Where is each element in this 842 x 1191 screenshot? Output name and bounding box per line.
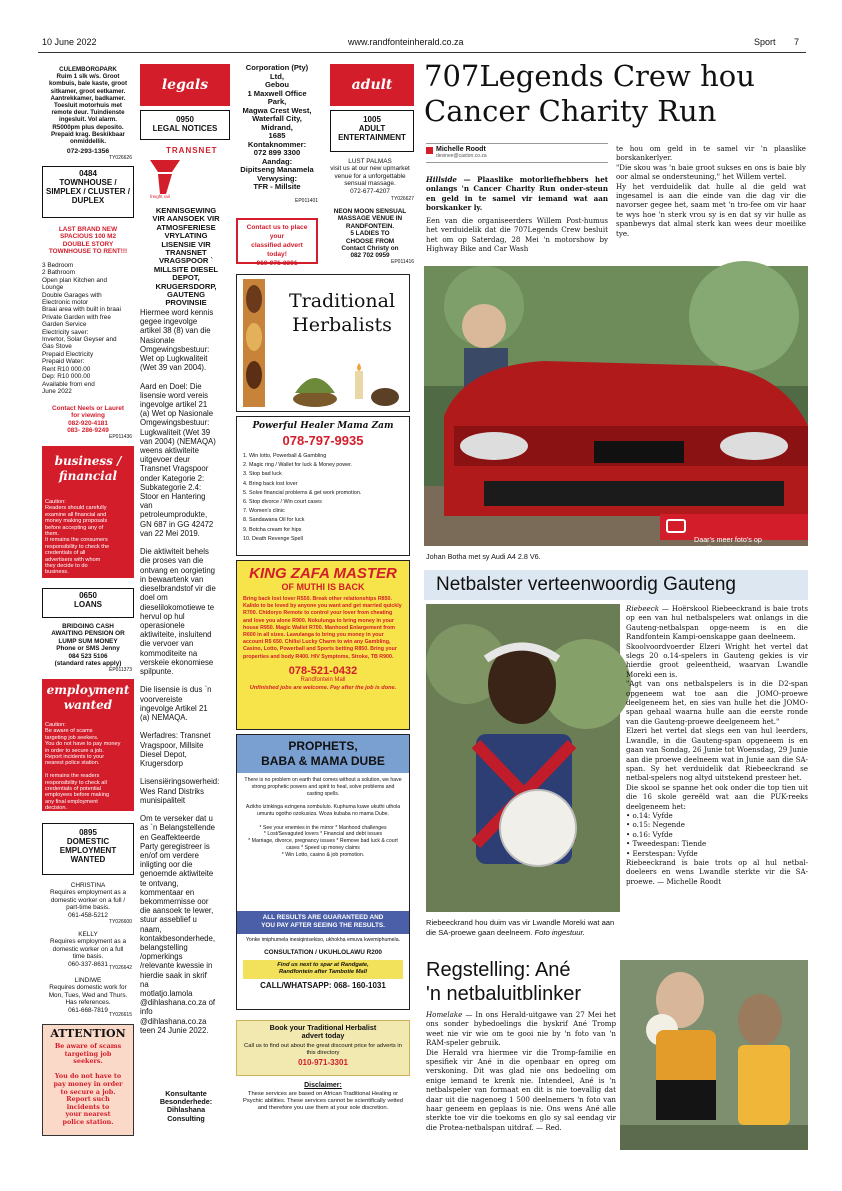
zafa-title: KING ZAFA MASTER: [249, 565, 397, 582]
story1-intro: [426, 175, 608, 215]
brand-new-headline: LAST BRAND NEW SPACIOUS 100 M2 DOUBLE STORY TOWNHOUSE TO RENT!!!: [48, 226, 128, 256]
story1-col2: te hou om geld in te samel vir 'n plaaslike borskankerlyer. "Die skou was 'n baie groot sukses en ons is baie bly oor almal se ondersteuning," het Willem vertel. Hy het verduidelik dat hulle al die geld wat ingesamel is aan die einde van die dag vir die navorser gegee het, saam met 'n tro-fee om vir haar te wys hoe 'n sterk vrou sy is en dat sy vir hulle as spanbewys dat almal sterk kan wees deur moeilike tye.: [616, 144, 806, 238]
mama-zam-item: 4. Bring back lost lover: [243, 480, 298, 487]
category-0484-header: 0484 TOWNHOUSE / SIMPLEX / CLUSTER / DUPLEX: [42, 166, 134, 218]
mama-zam-item: 7. Women's clinic: [243, 508, 285, 515]
culemborgpark-listing: CULEMBORGPARK Ruim 1 slk w/s. Groot kombuis, bale kaste, groot sitkamer, groot eetkamer. Aantrekkamer, badkamer. Toesluit motorhuis met remote deur. Tuindienste ingesluit. Vol alarm. R5000pm plus deposito. Prepaid krag. Beskikbaar onmiddellik.: [48, 66, 128, 146]
attention-title: ATTENTION: [50, 1027, 126, 1040]
business-financial-tab: business / financial: [42, 446, 134, 496]
mama-zam-phone[interactable]: 078-797-9935: [282, 433, 364, 448]
author-byline: [426, 143, 608, 163]
category-0650-header: 0650 LOANS: [42, 588, 134, 618]
zafa-phone[interactable]: 078-521-0432: [288, 664, 358, 677]
section-label: Sport: [754, 37, 776, 47]
herbal-masks-icon: [241, 279, 277, 409]
attention-text: Be aware of scams targeting job seekers. You do not have to pay money in order to secure a job. Report such incidents to your nearest police station.: [53, 1042, 123, 1126]
traditional-herbalists-banner: [236, 274, 410, 412]
mama-zam-item: 3. Stop bad luck: [243, 471, 282, 478]
byline-marker-icon: [426, 147, 433, 154]
netball-player-photo: [426, 604, 620, 912]
mama-zam-item: 1. Win lotto, Powerball & Gambling: [243, 453, 327, 459]
kelly-listing: KELLY Requires employment as a domestic worker on a full time basis. 060-337-8631: [49, 931, 126, 968]
header-rule: [38, 52, 806, 53]
attention-box: [42, 1024, 134, 1136]
herbalist-book-text: Call us to find out about the great discount price for adverts in this directory: [244, 1042, 402, 1056]
page-number: 7: [794, 37, 800, 47]
employment-wanted-tab: employment wanted: [42, 679, 134, 719]
zafa-subtitle: OF MUTHI IS BACK: [281, 582, 365, 592]
story3-place: Homelake: [426, 1010, 463, 1019]
prophets-title: PROPHETS, BABA & MAMA DUBE: [237, 735, 409, 773]
camera-icon: [666, 519, 686, 533]
mama-zam-item: 6. Stop divorce / Win court cases: [243, 499, 322, 506]
more-photos-badge[interactable]: [660, 514, 808, 553]
bridging-ref: EP011373: [109, 667, 132, 673]
story3-text: [426, 1010, 616, 1160]
issue-date: 10 June 2022: [42, 37, 97, 47]
christina-ref: TY026600: [108, 919, 132, 925]
disclaimer-text: These services are based on African Traditional Healing or Psychic abilities. These services cannot be scientifically vetted and therefore you use them at your sole discretion.: [242, 1091, 404, 1112]
contact-ref: EP011436: [109, 434, 132, 440]
business-caution: Caution: Readers should carefully examine all financial and money making proposals before accepting any of them. It remains the consumers responsibility to check the credentials of all advertisers with whom they decide to do business.: [42, 496, 134, 578]
herbalist-book-ad[interactable]: [236, 1020, 410, 1076]
prophets-find: Find us next to spar at Randgate, Randfontein after Tambotie Mall: [243, 960, 403, 979]
neon-moon-listing: NEON MOON SENSUAL MASSAGE VENUE IN RANDFONTEIN. 5 LADIES TO CHOOSE FROM Contact Christy on 082 702 0959: [333, 208, 407, 260]
lindiwe-ref: TY026615: [108, 1012, 132, 1018]
herbalist-book-title: Book your Traditional Herbalist advert today: [269, 1023, 377, 1041]
adult-tab: adult: [330, 64, 414, 106]
transnet-corp-address: Corporation (Pty) Ltd, Gebou 1 Maxwell Office Park, Magwa Crest West, Waterfall City, Midrand, 1685 Kontaknommer: 072 899 3300 Aandag: Dipitseng Manamela Verwysing: TFR - Millsite: [240, 63, 314, 191]
herbalist-book-phone: 010-971-3301: [298, 1057, 348, 1067]
category-1005-header: 1005 ADULT ENTERTAINMENT: [330, 110, 414, 152]
story1-headline: 707Legends Crew hou Cancer Charity Run: [424, 59, 755, 128]
transnet-wordmark: TRANSNET: [166, 146, 218, 155]
story2-caption-text: Riebeeckrand hou duim vas vir Lwandle Moreki wat aan die SA-proewe gaan deelneem.: [426, 918, 615, 937]
herbs-bowl-icon: [285, 353, 405, 409]
mama-zam-item: 8. Sandawana Oil for luck: [243, 517, 305, 524]
prophets-call[interactable]: CALL/WHATSAPP: 068- 160-1031: [260, 980, 386, 990]
neon-ref: EP011416: [391, 259, 414, 265]
contact-us-ad[interactable]: [236, 218, 318, 267]
story2-caption-credit: Foto ingestuur.: [534, 928, 585, 937]
listing-ref: TY026626: [108, 155, 132, 161]
viewing-contact: Contact Neels or Lauret for viewing 082-920-4181 083- 286-9249: [51, 405, 125, 435]
notice-body: Hiermee word kennis gegee ingevolge artikel 38 (8) van die Nasionale Omgewingsbestuur: Wet op Lugkwaliteit (Wet 39 van 2004). Aard en Doel: Die lisensie word vereis ingevolge artikel 21 (a) Wet op Nasionale Omgewingsbestuur: Lugkwaliteit (Wet 39 van 2004) (NEMAQA) weens aktiwiteite uitgevoer deur Transnet Vragspoor onder Kategorie 2: Subkategorie 2.4: Stoor en Hantering van petroleumprodukte, GN 687 in GG 42472 van 22 Mei 2019. Die aktiwiteit behels die proses van die ontvang en oorgieting in bewaartenk van dieselbrandstof vir die doel om dieselilokomotiewe te hervul op hul operasionele aktiwiteite, insluitend die vervoer van kommoditeite na verskeie ekonomiese spilpunte. Die lisensie is dus `n voorvereiste ingevolge Artikel 21 (a) NEMAQA. Werfadres: Transnet Vragspoor, Millsite Diesel Depot, Krugersdorp Lisensiëringsowerheid: Wes Rand Distriks munisipaliteit Om te verseker dat u as `n Belangstellende en Geaffekteerde Party geregistreer is en/of om verdere inligting oor die genoemde aktiwiteite te ontvang, kommentaar en bekommernisse oor die aansoek te lewer, stuur asseblief u naam, kontakbesonderhede, belangstelling /opmerkings /relevante kwessie in hierdie saak in skrif na motlatjo.lamola @dihlashana.co.za of info @dihlashana.co.za teen 24 Junie 2022.: [140, 308, 220, 1035]
more-photos-text: Daar's meer foto's op randfonteinherald.co.za: [694, 535, 770, 553]
lust-palmas-listing: LUST PALMAS visit us at our new upmarket venue for a unforgettable sensual massage. 072-677-4207: [330, 158, 410, 195]
story1-place: Hillside: [426, 175, 457, 184]
mama-zam-list: [243, 452, 403, 544]
story2-body: — Hoërskool Riebeeckrand is baie trots op een van hul netbalspelers wat onlangs in die Gauteng-netbalspan opge-neem is en die Randfontein Kampi-oenskappe gaan deelneem. Skoolvoordvoerder Elzeri Wright het vertel dat slegs 20 o.14-spelers in Gauteng gekies is vir hierdie groot geleentheid, waarvan Lwandle Moreki een is. "Agt van ons netbalspelers is in die D2-span opgeneem wat toe aan die JOMO-proewe deelgeneem het, en sies van hulle het die JOMO-span gehaal waarna hulle aan die eerste ronde van die Gauteng-proewe deelgeneem het." Elzeri het vertel dat slegs een van hul leerders, Lwandle, in die Gauteng-span opgeneem is en gaan van Sondag, 26 Junie tot Woensdag, 29 Junie aan die proewe deelneem wat in Junie aan die SA-span. Sy het verduidelik dat Riebeeckrand se netbal-spelers nog altyd uitstekend presteer het. Die skool se spanne het ook onder die top tien uit die 16 skole gereëld wat aan die PUK-reeks deelgeneem het: • o.14: Vyfde • o.15: Negende • o.16: Vyfde • Tweedespan: Tiende • Eerstespan: Vyfde Riebeeckrand is baie trots op al hul netbal-doeleers en wens Lwandle sterkte vir die SA-proewe. — Michelle Roodt: [626, 604, 808, 886]
king-zafa-ad: [236, 560, 410, 730]
listing-phone: 072-293-1356: [66, 148, 110, 155]
contact-us-text: Contact us to place your classified advert today! 010-971-3301: [246, 224, 308, 267]
freight-rail-label: freight rail: [150, 194, 170, 199]
author-name: Michelle Roodt: [436, 146, 486, 153]
zafa-location: Randfontein Mall: [300, 676, 346, 683]
prophets-ad: [236, 734, 410, 1010]
site-url[interactable]: www.randfonteinherald.co.za: [348, 37, 464, 47]
story1-intro-text: — Plaaslike motorliefhebbers het onlangs 'n Cancer Charity Run onder-steun en geld in te samel vir iemand wat aan borskanker ly.: [426, 175, 608, 213]
category-0895-header: 0895 DOMESTIC EMPLOYMENT WANTED: [42, 823, 134, 875]
audi-car-photo: [424, 266, 808, 546]
mama-zam-title: Powerful Healer Mama Zam: [252, 421, 394, 431]
employment-caution: Caution: Be aware of scams targeting job seekers. You do not have to pay money in order to secure a job. Report incidents to your nearest police station. It remains the readers responsibility to check all credentials of potential employees before making any final employment decision.: [42, 719, 134, 811]
mama-zam-item: 2. Magic ring / Wallet for luck & Money power.: [243, 462, 353, 469]
story2-text: [626, 604, 808, 952]
story3-photo: [620, 960, 808, 1150]
story3-body: — In ons Herald-uitgawe van 27 Mei het ons sonder bybedoelings die byskrif Ané Tromp weet nie vir wie om te gooi nie by 'n foto van 'n RAM-speler gebruik. Die Herald vra hiermee vir die Tromp-familie en spesifiek vir Ané in die openbaar en opreg om verskoning. Dit was glad nie ons bedoeling om enige iemand te krenk nie. Intendeel, Ané is 'n netbalspeler van formaat en dit is nie toevallig dat daar uit die nagenoeg 1 500 deelnemers 'n foto van haar geneem en geplaas is nie. Ons wens Ané alle sterkte toe vir die toekoms en glo sy sal eendag vir die Protea-netbalspan uitdraf. — Red.: [426, 1010, 616, 1132]
bridging-cash-listing: BRIDGING CASH AWAITING PENSION OR LUMP SUM MONEY Phone or SMS Jenny 084 523 5106 (standard rates apply): [51, 623, 125, 668]
consultant-details: Konsultante Besonderhede: Dihlashana Consulting: [159, 1089, 213, 1123]
herbalists-title: Traditional Herbalists: [288, 290, 396, 336]
disclaimer: [236, 1082, 410, 1115]
story1-caption: Johan Botha met sy Audi A4 2.8 V6.: [426, 552, 541, 561]
lindiwe-listing: LINDIWE Requires domestic work for Mon, Tues, Wed and Thurs. Has references. 061-668-7819: [48, 977, 128, 1014]
story2-caption: [426, 918, 620, 938]
lust-ref: TY026627: [390, 196, 414, 202]
category-0950-header: 0950 LEGAL NOTICES: [140, 110, 230, 140]
corp-ref: EP011401: [295, 198, 318, 204]
mama-zam-item: 9. Botcha cream for hips: [243, 526, 302, 533]
author-email: desinee@caxton.co.za: [436, 153, 487, 159]
transnet-logo: [150, 146, 230, 202]
townhouse-features: 3 Bedroom 2 Bathroom Open plan Kitchen and Lounge Double Garages with Electronic motor Braai area with built in braai Private Garden with free Garden Service Electricity saver: Invertor, Solar Geyser and Gas Stove Prepaid Electricity Prepaid Water: Rent R10 000.00 Dep: R10 000.00 Available from end June 2022: [42, 262, 121, 395]
story3-headline: Regstelling: Ané 'n netbaluitblinker: [426, 959, 582, 1005]
legals-tab: legals: [140, 64, 230, 106]
kelly-ref: TY026642: [108, 965, 132, 971]
story2-photo: [426, 604, 620, 912]
mama-zam-ad: [236, 416, 410, 556]
prophets-text: There is no problem on earth that comes without a solution, we have strong prophetic powers and spirit to heal, solve problems and casting spells. Azikho izinkinga ezingena sombululo. Kuphuma kuwe ukuthi uthola umuntu ogotho ozokusiza. Woza kubaba no mama Dube. * See your enemies in the mirror * Manhood challenges * Lost/Sevaguted lovers * Financial and debt issues * Marriage, divorce, pregnancy issues * Remove bad luck & court cases * Speed up money claims * Win Lotto, casino & job promotion.: [244, 777, 402, 858]
zafa-text: Bring back lost lover R550. Break other relationships R850. Kalido to be loved by anyone you want and get married quickly R700. Chidoryo Remote to control your lover from cheating and love you alone R900. Nokulunga to bring money in your house R950. Magic Wallet R700. Manhood Enlargement from R600 in all sizes. Lawulanga to bring you money in your account R5 650. Chilisi Lucky Charm to win any Gambling, Casino, Lotto, Powerball and Sports betting R850. Bring your properties and body R400. HIV Symptoms, Stroke, TB R900.: [243, 596, 402, 660]
story1-photo: [424, 266, 808, 553]
christina-listing: CHRISTINA Requires employment as a domestic worker on a full / part-time basis. 061-458-5212: [49, 882, 126, 919]
notice-title: KENNISGEWING VIR AANSOEK VIR ATMOSFERIESE VRYLATING LISENSIE VIR TRANSNET VRAGSPOOR ` MILLSITE DIESEL DEPOT, KRUGERSDORP, GAUTENG PROVINSIE: [152, 206, 220, 308]
prophets-consultation: CONSULTATION / UKUHLOLAWU R200: [264, 948, 382, 956]
story2-place: Riebeeck: [626, 604, 660, 613]
story2-headline: Netbalster verteenwoordig Gauteng: [436, 574, 736, 595]
prophets-zulu: Yonke imiphumela inesiqinisekiso, ukhokha emuva kwemiphumela.: [245, 936, 401, 943]
transnet-emblem-icon: [150, 160, 190, 196]
prophets-banner: ALL RESULTS ARE GUARANTEED AND YOU PAY AFTER SEEING THE RESULTS.: [237, 911, 409, 934]
disclaimer-title: Disclaimer:: [304, 1082, 342, 1089]
mama-zam-item: 10. Death Revenge Spell: [243, 535, 303, 542]
netball-match-photo: [620, 960, 808, 1150]
zafa-footer: Unfinished jobs are welcome. Pay after the job is done.: [249, 684, 397, 691]
mama-zam-item: 5. Solve financial problems & get work promotion.: [243, 489, 362, 496]
story1-para: Een van die organiseerders Willem Post-humus het verduidelik dat die 707Legends Crew besluit het om op Saterdag, 28 Mei 'n motorshow by Highway Bike and Car Wash: [426, 216, 608, 254]
